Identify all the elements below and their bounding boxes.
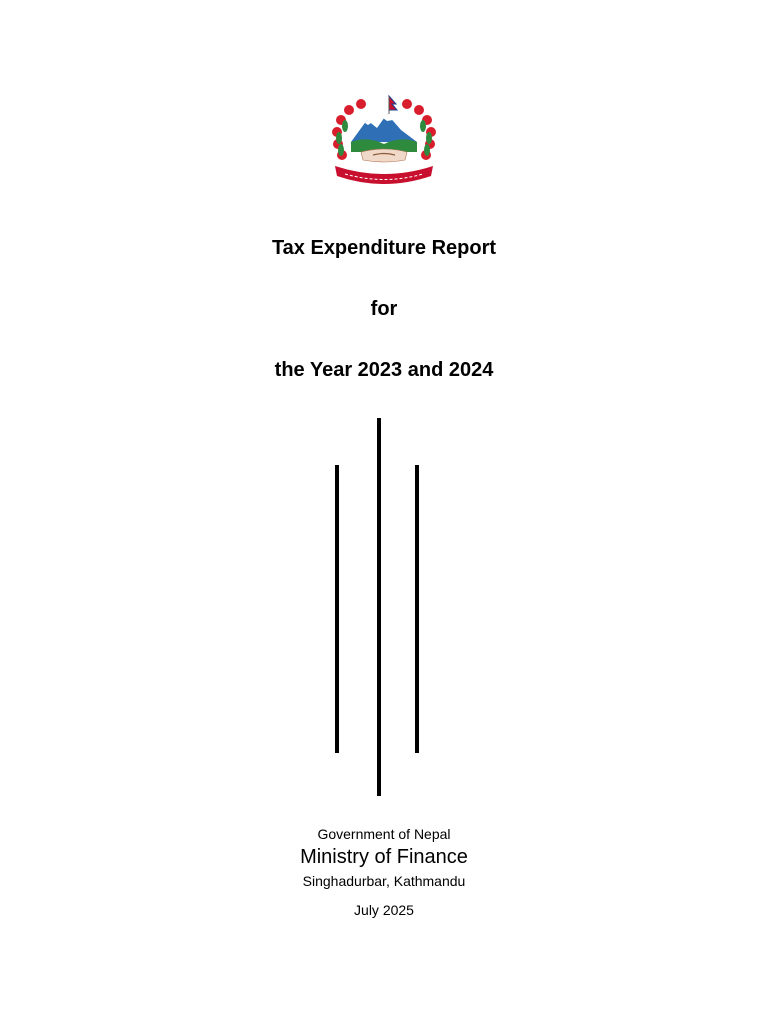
publication-date: July 2025 — [354, 902, 414, 918]
report-title-line-1: Tax Expenditure Report — [271, 237, 497, 259]
decorative-bar-left — [335, 465, 339, 753]
decorative-bar-center — [377, 418, 381, 796]
report-title-line-3: the Year 2023 and 2024 — [274, 359, 494, 381]
decorative-bar-right — [415, 465, 419, 753]
report-title-line-2: for — [370, 298, 398, 320]
government-label: Government of Nepal — [317, 826, 451, 842]
ministry-name: Ministry of Finance — [300, 846, 468, 868]
ministry-address: Singhadurbar, Kathmandu — [302, 873, 466, 889]
nepal-coat-of-arms-icon — [327, 92, 441, 192]
